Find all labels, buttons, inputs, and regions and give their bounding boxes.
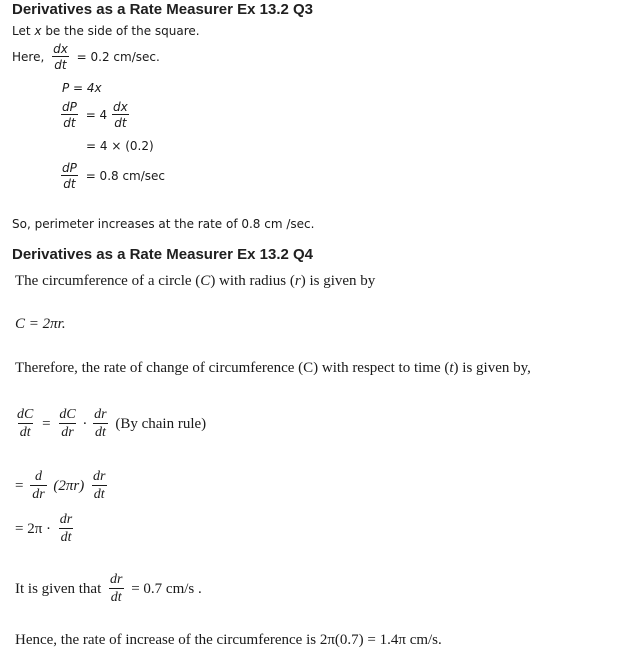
q4-fraction-dC-dt: $\frac{dC}{dt}$ [17, 407, 34, 440]
q4-line-3: Therefore, the rate of change of circumference (C) with respect to time (t) is given by, [15, 360, 531, 376]
q4-fraction-d-dr: $\frac{d}{dr}$ [32, 469, 45, 502]
q3-equation-3-coef: = 4 [85, 108, 108, 122]
q4-heading: Derivatives as a Rate Measurer Ex 13.2 Q4 [12, 246, 314, 263]
q4-line-1: The circumference of a circle (C) with radius (r) is given by [15, 273, 376, 289]
q4-chain-rule-equation: $\frac{dC}{dt}$ = $\frac{dC}{dr}$ · $\frac{dr}{dt}$ (By chain rule) [17, 407, 207, 440]
q3-fraction-dx-dt: $\frac{dx}{dt}$ [53, 42, 68, 72]
q4-hence-text: Hence, the rate of increase of the circumference is 2π [15, 632, 335, 648]
q4-given-value: = 0.7 cm/s . [131, 580, 202, 597]
q4-fraction-dr-dt: $\frac{dr}{dt}$ [94, 407, 107, 440]
q4-paren-expression: (2πr) [53, 477, 85, 494]
q4-hence-paren: (0.7) [334, 632, 364, 648]
q3-equation-3 [60, 101, 130, 129]
q4-hence-result: = 1.4π cm/s. [363, 632, 442, 648]
q3-fraction-dx-dt-2: $\frac{dx}{dt}$ [113, 100, 128, 130]
q4-fraction-dr-dt-given: $\frac{dr}{dt}$ [110, 572, 123, 605]
q4-fraction-dr-dt-3: $\frac{dr}{dt}$ [59, 512, 73, 545]
q3-equation-1 [12, 43, 163, 71]
q3-equation-2: P = 4x [62, 81, 102, 95]
q3-intro-text-end: be the side of the square. [41, 24, 200, 38]
q3-intro [12, 24, 200, 38]
q3-equation-4: = 4 × (0.2) [86, 139, 154, 153]
q3-fraction-dP-dt: $\frac{dP}{dt}$ [62, 100, 77, 130]
q4-step-2-lhs: = 2π · [15, 520, 52, 537]
q4-formula: C = 2πr. [15, 316, 66, 332]
q4-given [15, 573, 205, 605]
q3-intro-variable: x [34, 24, 42, 38]
q3-equation-5-rhs: = 0.8 cm/sec [85, 169, 166, 183]
q4-chain-rule-note: (By chain rule) [115, 415, 207, 432]
q3-fraction-dP-dt-2: $\frac{dP}{dt}$ [62, 161, 77, 191]
q4-fraction-dC-dr: $\frac{dC}{dr}$ [59, 407, 76, 440]
q3-heading: Derivatives as a Rate Measurer Ex 13.2 Q3 [12, 1, 314, 18]
q3-equation-5 [60, 162, 168, 190]
q3-here-label: Here, [12, 50, 45, 64]
q4-step-1: = $\frac{d}{dr}$ (2πr) $\frac{dr}{dt}$ [15, 469, 106, 502]
q3-equation-1-rhs: = 0.2 cm/sec. [76, 50, 160, 64]
q4-step-2 [15, 513, 74, 545]
q3-conclusion: So, perimeter increases at the rate of 0.8 cm /sec. [12, 217, 315, 231]
q4-fraction-dr-dt-2: $\frac{dr}{dt}$ [93, 469, 106, 502]
q4-hence [15, 632, 442, 649]
q3-intro-text: Let [12, 24, 35, 38]
q4-given-text: It is given that [15, 580, 102, 597]
